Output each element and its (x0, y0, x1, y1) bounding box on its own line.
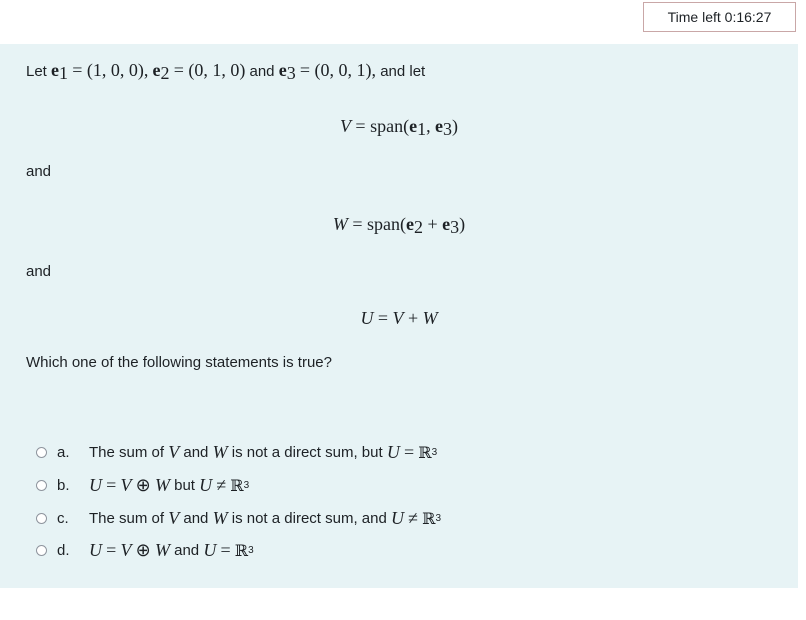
answer-option-d[interactable]: d. U = V ⊕ W and U = ℝ 3 (36, 540, 254, 561)
radio-button-d[interactable] (36, 545, 47, 556)
radio-button-c[interactable] (36, 513, 47, 524)
equation-u-sum: U = V + W (360, 308, 438, 328)
connector-and-2: and (26, 263, 52, 280)
equation-w-span: $W = span(e_2 + e_3)$ (332, 214, 466, 237)
answer-option-b[interactable]: b. U = V ⊕ W but U ≠ ℝ 3 (36, 475, 249, 496)
question-prompt: Which one of the following statements is true? (26, 354, 332, 371)
question-intro: Let $e_1 = (1$, 0, 0), $e_2 = (0$, 1, 0) and $e_3 = (0$, 0, 1), and let (26, 60, 426, 83)
radio-button-b[interactable] (36, 480, 47, 491)
time-left-label: Time left 0:16:27 (667, 9, 772, 25)
answer-option-c[interactable]: c. The sum of V and W is not a direct sum, and U ≠ ℝ 3 (36, 508, 441, 529)
question-panel (0, 44, 798, 588)
time-left-indicator (643, 2, 796, 32)
answer-option-a[interactable]: a. The sum of V and W is not a direct sum, but U = ℝ 3 (36, 442, 437, 463)
equation-v-span: $V = span(e_1$, $e_3$) (339, 116, 459, 139)
radio-button-a[interactable] (36, 447, 47, 458)
connector-and-1: and (26, 163, 52, 180)
